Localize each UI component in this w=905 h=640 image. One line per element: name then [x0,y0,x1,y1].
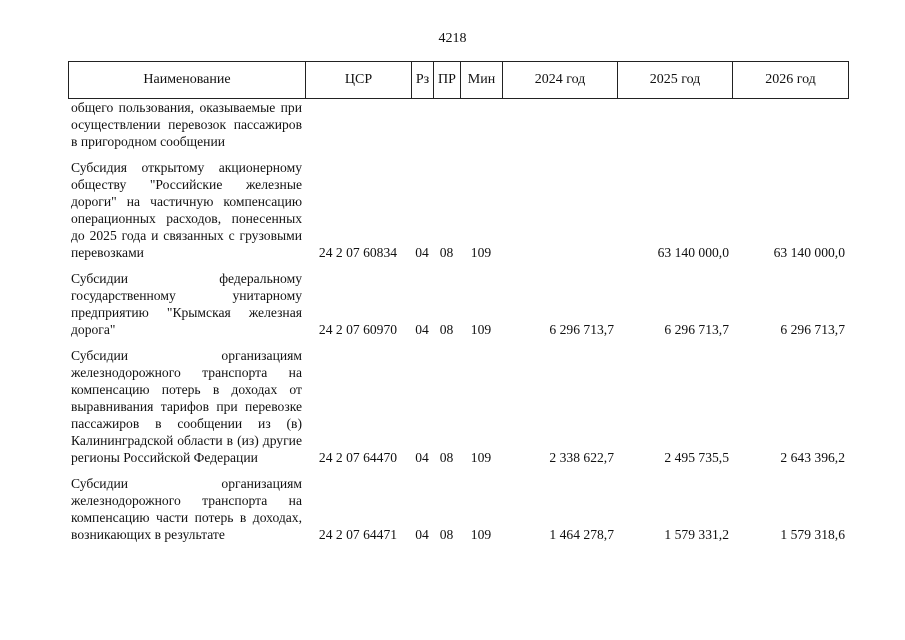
column-header-2025: 2025 год [618,62,733,99]
row-amount-2024 [502,159,617,261]
table-row [68,159,848,261]
row-amount-2026: 6 296 713,7 [780,322,845,337]
row-csr: 24 2 07 60970 [318,322,398,337]
row-amount-2024: 2 338 622,7 [549,450,614,465]
row-spacer [68,466,848,475]
column-header-min: Мин [461,62,503,99]
table-row [68,270,848,338]
row-spacer [68,261,848,270]
table-row [68,347,848,466]
row-pr: 08 [439,527,454,542]
row-amount-2026: 63 140 000,0 [773,245,845,260]
row-amount-2024: 6 296 713,7 [549,322,614,337]
row-pr: 08 [439,245,454,260]
column-header-csr: ЦСР [306,62,412,99]
row-rz: 04 [415,245,429,260]
row-amount-2025 [617,99,732,150]
row-rz [411,99,433,150]
column-header-rz: Рз [412,62,434,99]
row-spacer [68,150,848,159]
budget-table [68,99,848,543]
row-spacer [68,338,848,347]
page-number: 4218 [438,31,467,46]
row-min [460,99,502,150]
table-row [68,99,848,150]
row-name: Субсидии организациям железнодорожного транспорта на компенсацию потерь в доходах от выравнивания тарифов при перевозке пассажиров в сообщении из (в) Калининградской области в (из) другие регионы Российской Федерации [71,348,302,465]
row-csr: 24 2 07 64471 [318,527,398,542]
row-csr: 24 2 07 60834 [318,245,398,260]
row-amount-2026: 2 643 396,2 [780,450,845,465]
row-pr [433,99,460,150]
column-header-2024: 2024 год [503,62,618,99]
table-header [68,61,849,99]
row-csr: 24 2 07 64470 [318,450,398,465]
row-rz: 04 [415,450,429,465]
row-amount-2024 [502,99,617,150]
row-amount-2026 [732,99,848,150]
row-rz: 04 [415,322,429,337]
row-amount-2025: 2 495 735,5 [664,450,729,465]
row-min: 109 [470,322,492,337]
row-min: 109 [470,245,492,260]
row-amount-2025: 1 579 331,2 [664,527,729,542]
row-name: общего пользования, оказываемые при осуществлении перевозок пассажиров в пригородном сообщении [71,100,302,149]
row-pr: 08 [439,322,454,337]
row-amount-2026: 1 579 318,6 [780,527,845,542]
row-name: Субсидии федеральному государственному унитарному предприятию "Крымская железная дорога" [71,271,302,337]
column-header-name: Наименование [69,62,306,99]
row-min: 109 [470,527,492,542]
column-header-2026: 2026 год [733,62,849,99]
table-row [68,475,848,543]
row-csr [305,99,411,150]
row-amount-2025: 6 296 713,7 [664,322,729,337]
row-amount-2024: 1 464 278,7 [549,527,614,542]
row-min: 109 [470,450,492,465]
row-rz: 04 [415,527,429,542]
row-name: Субсидия открытому акционерному обществу "Российские железные дороги" на частичную компенсацию операционных расходов, понесенных до 2025 года и связанных с грузовыми перевозками [71,160,302,260]
row-name: Субсидии организациям железнодорожного транспорта на компенсацию части потерь в доходах, возникающих в результате [71,476,302,542]
row-pr: 08 [439,450,454,465]
row-amount-2025: 63 140 000,0 [657,245,729,260]
column-header-pr: ПР [434,62,461,99]
